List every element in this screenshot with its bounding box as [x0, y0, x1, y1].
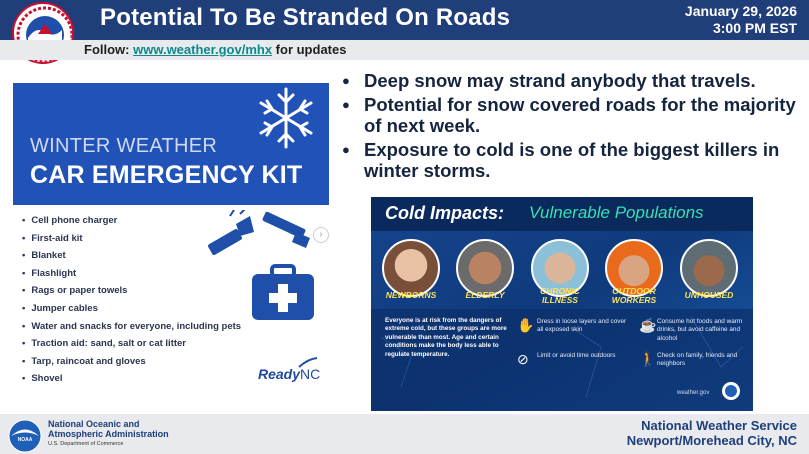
ready-suffix: NC: [300, 366, 321, 382]
list-item: • Traction aid: sand, salt or cat litter: [22, 335, 241, 353]
list-item: • First-aid kit: [22, 230, 241, 248]
issued-time: 3:00 PM EST: [712, 20, 797, 36]
cold-impacts-graphic: [371, 197, 753, 411]
list-item: • Jumper cables: [22, 300, 241, 318]
noaa-logo-icon: [8, 419, 42, 453]
unhoused-photo: [680, 239, 738, 297]
tip-text: Check on family, friends and neighbors: [657, 352, 738, 368]
gloves-icon: ✋: [517, 317, 535, 333]
kit-heading-large: CAR EMERGENCY KIT: [30, 161, 303, 189]
tip-text: Dress in loose layers and cover all exposed skin: [537, 318, 627, 334]
list-item: • Cell phone charger: [22, 212, 241, 230]
snowflake-icon: [253, 85, 319, 151]
population-label: OUTDOOR WORKERS: [611, 286, 657, 305]
first-aid-kit-icon: [250, 264, 316, 322]
population-label: CHRONIC ILLNESS: [540, 286, 580, 305]
no-entry-icon: ⊘: [517, 351, 529, 367]
follow-prefix: Follow:: [84, 42, 134, 57]
cold-impacts-title: Cold Impacts:: [385, 203, 505, 223]
population-label: NEWBORNS: [385, 290, 437, 300]
follow-text: [84, 42, 346, 57]
issued-datetime: [685, 3, 797, 37]
population-label: UNHOUSED: [684, 290, 734, 300]
newborn-photo: [382, 239, 440, 297]
ready-brand: Ready: [258, 366, 301, 382]
elderly-photo: [456, 239, 514, 297]
carousel-next-button[interactable]: ›: [313, 227, 329, 243]
list-item: • Shovel: [22, 370, 241, 388]
noaa-mini-icon: [721, 381, 741, 401]
list-item: • Rags or paper towels: [22, 282, 241, 300]
page-title: Potential To Be Stranded On Roads: [100, 4, 511, 31]
key-message: ● Exposure to cold is one of the biggest killers in winter storms.: [342, 139, 802, 182]
tip-text: Consume hot foods and warm drinks, but avoid caffeine and alcohol: [657, 318, 743, 342]
list-item: • Tarp, raincoat and gloves: [22, 353, 241, 371]
list-item: • Blanket: [22, 247, 241, 265]
nws-office-line1: National Weather Service: [641, 418, 797, 433]
hot-drink-icon: ☕: [639, 317, 657, 333]
readync-swoosh-icon: [298, 357, 318, 369]
nws-office-line2: Newport/Morehead City, NC: [626, 433, 797, 448]
issued-date: January 29, 2026: [684, 3, 797, 19]
key-message: ● Deep snow may strand anybody that travels.: [342, 70, 802, 92]
list-item: • Water and snacks for everyone, including pets: [22, 318, 241, 336]
cold-impacts-subtitle: Vulnerable Populations: [529, 203, 704, 222]
noaa-name-line2: Atmospheric Administration: [48, 429, 169, 439]
population-label: ELDERLY: [465, 290, 505, 300]
weather-gov-link[interactable]: www.weather.gov/mhx: [133, 42, 273, 57]
noaa-name-line1: National Oceanic and: [48, 419, 140, 429]
list-item: • Flashlight: [22, 265, 241, 283]
kit-heading-small: WINTER WEATHER: [30, 135, 218, 157]
nws-office: [627, 418, 797, 448]
kit-banner: [13, 83, 329, 205]
noaa-name: [48, 419, 169, 439]
key-messages-list: [342, 70, 802, 184]
cold-impacts-description: Everyone is at risk from the dangers of extreme cold, but these groups are more vulnerable than most. Age and certain conditions make the body less able to regulate temperature.: [385, 317, 507, 358]
tip-text: Limit or avoid time outdoors: [537, 352, 616, 359]
noaa-department: U.S. Department of Commerce: [48, 441, 124, 447]
flashlight-icon: [200, 210, 320, 266]
noaa-badge-text: NOAA: [17, 437, 33, 443]
person-walking-icon: 🚶: [639, 351, 657, 367]
key-message: ● Potential for snow covered roads for the majority of next week.: [342, 94, 802, 137]
graphic-credit: weather.gov: [677, 390, 710, 396]
follow-suffix: for updates: [272, 42, 347, 57]
